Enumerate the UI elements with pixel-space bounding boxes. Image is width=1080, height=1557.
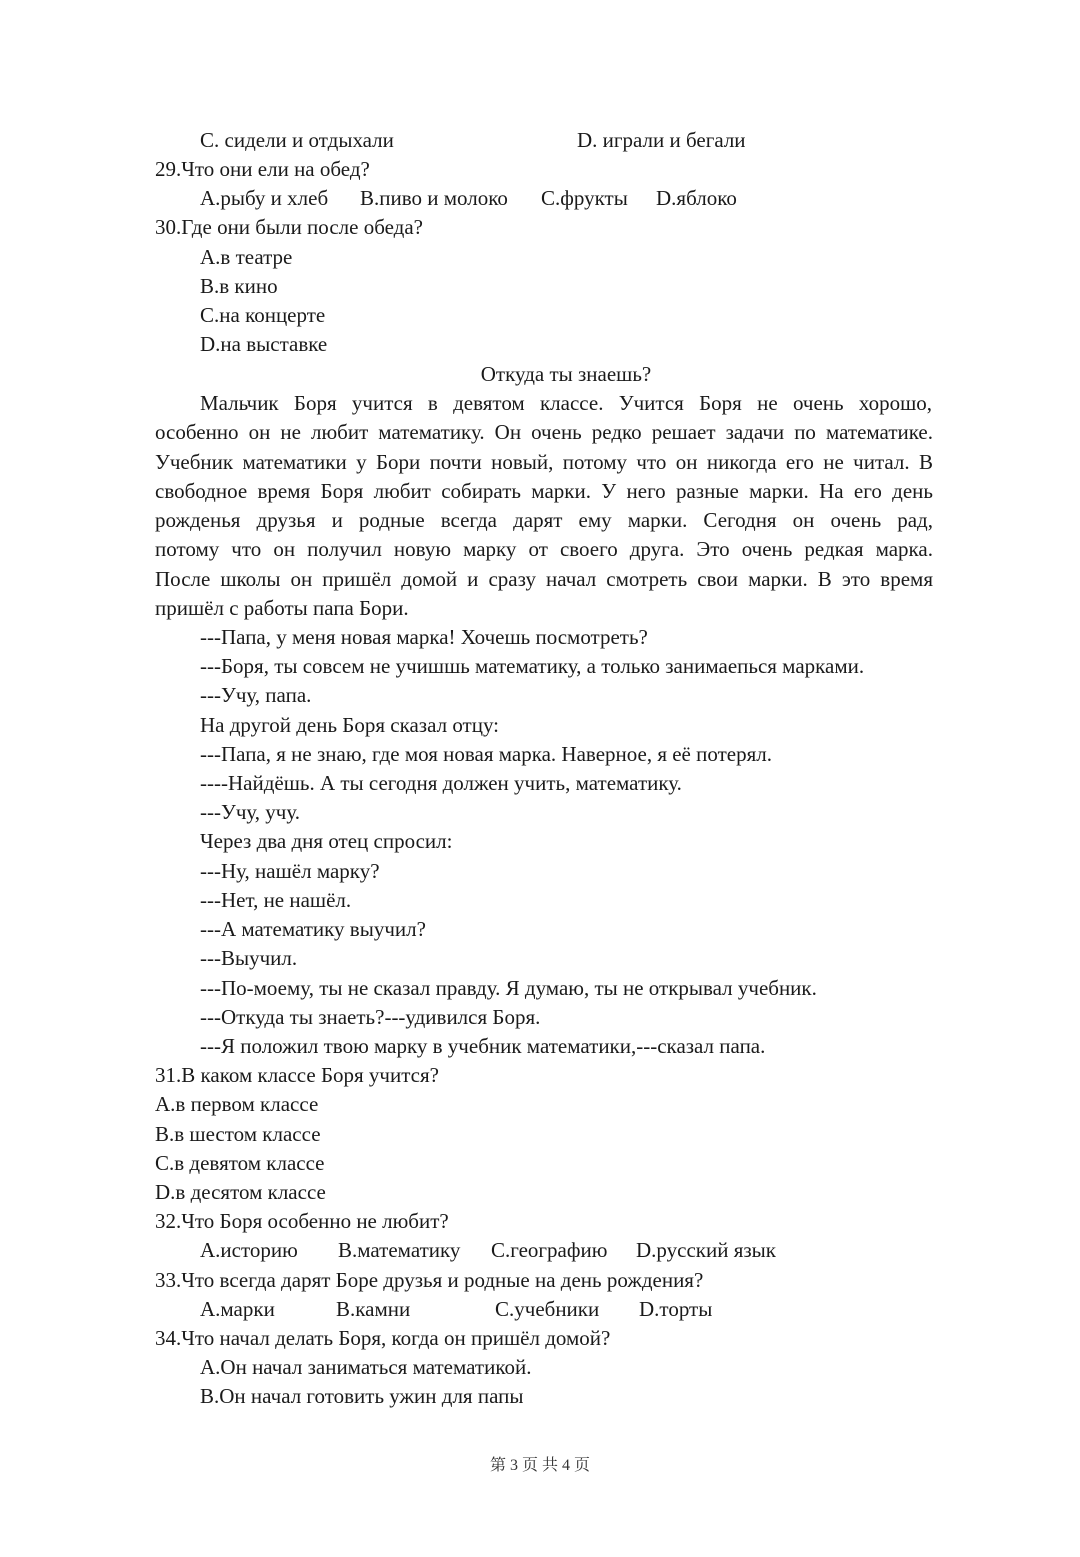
story-line: свободное время Боря любит собирать марки. У него разные марки. На его день: [155, 479, 933, 503]
story-line: рожденья друзья и родные всегда дарят ему марки. Сегодня он очень рад,: [155, 508, 933, 532]
q29-option-d: D.яблоко: [656, 186, 737, 210]
q29-question: 29.Что они ели на обед?: [155, 157, 370, 181]
q33-question: 33.Что всегда дарят Боре друзья и родные на день рождения?: [155, 1268, 704, 1292]
q30-option-a: A.в театре: [200, 245, 293, 269]
q32-option-d: D.русский язык: [636, 1238, 776, 1262]
dialogue-line: ---Я положил твою марку в учебник математики,---сказал папа.: [200, 1034, 766, 1058]
q31-option-d: D.в десятом классе: [155, 1180, 326, 1204]
dialogue-line: ----Найдёшь. А ты сегодня должен учить, математику.: [200, 771, 682, 795]
story-line: После школы он пришёл домой и сразу начал смотреть свои марки. В это время: [155, 567, 933, 591]
q33-option-b: B.камни: [336, 1297, 411, 1321]
dialogue-line: ---Ну, нашёл марку?: [200, 859, 380, 883]
q33-option-a: A.марки: [200, 1297, 275, 1321]
dialogue-line: ---По-моему, ты не сказал правду. Я думаю, ты не открывал учебник.: [200, 976, 817, 1000]
dialogue-line: ---Нет, не нашёл.: [200, 888, 352, 912]
story-line: Учебник математики у Бори почти новый, потому что он никогда его не читал. В: [155, 450, 933, 474]
page-number-footer: 第 3 页 共 4 页: [489, 1457, 590, 1474]
q34-option-a: A.Он начал заниматься математикой.: [200, 1355, 532, 1379]
q34-option-b: B.Он начал готовить ужин для папы: [200, 1384, 524, 1408]
q30-option-d: D.на выставке: [200, 332, 328, 356]
dialogue-line: ---Папа, у меня новая марка! Хочешь посмотреть?: [200, 625, 648, 649]
q30-question: 30.Где они были после обеда?: [155, 215, 423, 239]
q28-option-d: D. играли и бегали: [577, 128, 746, 152]
q32-option-a: A.историю: [200, 1238, 298, 1262]
q31-question: 31.В каком классе Боря учится?: [155, 1063, 439, 1087]
q30-option-b: B.в кино: [200, 274, 278, 298]
dialogue-line: ---Учу, учу.: [200, 800, 301, 824]
dialogue-line: ---Откуда ты знаеть?---удивился Боря.: [200, 1005, 541, 1029]
q33-option-d: D.торты: [639, 1297, 713, 1321]
story-line: потому что он получил новую марку от своего друга. Это очень редкая марка.: [155, 537, 933, 561]
q29-option-c: C.фрукты: [541, 186, 628, 210]
story-title: Откуда ты знаешь?: [480, 362, 652, 386]
dialogue-line: ---Выучил.: [200, 946, 298, 970]
story-line: особенно он не любит математику. Он очень редко решает задачи по математике.: [155, 420, 933, 444]
dialogue-line: Через два дня отец спросил:: [200, 829, 453, 853]
q31-option-b: B.в шестом классе: [155, 1122, 321, 1146]
story-line: пришёл с работы папа Бори.: [155, 596, 409, 620]
q31-option-c: C.в девятом классе: [155, 1151, 325, 1175]
dialogue-line: На другой день Боря сказал отцу:: [200, 713, 500, 737]
q31-option-a: A.в первом классе: [155, 1092, 319, 1116]
dialogue-line: ---Папа, я не знаю, где моя новая марка. Наверное, я её потерял.: [200, 742, 772, 766]
q29-option-a: A.рыбу и хлеб: [200, 186, 329, 210]
dialogue-line: ---А математику выучил?: [200, 917, 426, 941]
q32-option-b: B.математику: [338, 1238, 461, 1262]
q28-option-c: C. сидели и отдыхали: [200, 128, 394, 152]
q33-option-c: C.учебники: [495, 1297, 600, 1321]
q32-option-c: C.географию: [491, 1238, 608, 1262]
story-line: Мальчик Боря учится в девятом классе. Учится Боря не очень хорошо,: [200, 391, 932, 415]
q34-question: 34.Что начал делать Боря, когда он пришёл домой?: [155, 1326, 611, 1350]
q32-question: 32.Что Боря особенно не любит?: [155, 1209, 449, 1233]
q29-option-b: B.пиво и молоко: [360, 186, 508, 210]
dialogue-line: ---Боря, ты совсем не учишшь математику, а только занимаепься марками.: [200, 654, 865, 678]
dialogue-line: ---Учу, папа.: [200, 683, 312, 707]
q30-option-c: C.на концерте: [200, 303, 326, 327]
